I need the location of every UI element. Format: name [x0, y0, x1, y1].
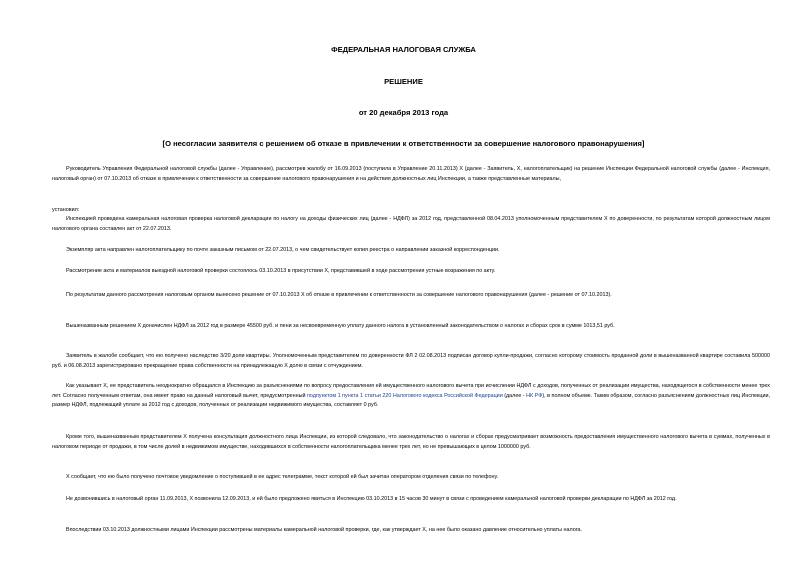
paragraph-assessment: Вышеназванным решением Х доначислен НДФЛ за 2012 год в размере 45500 руб. и пени за несвоевременную уплату данного налога в установленный законодательством о налогах и сборах срок в сумме 1013,51 руб.	[66, 323, 615, 329]
paragraph-established: установил:	[52, 207, 80, 213]
paragraph-pressure: Впоследствии 03.10.2013 должностными лицами Инспекции рассмотрены материалы камеральной налоговой проверки, где, как утверждает Х, на нее было оказано давление относительно уплаты налога.	[66, 527, 583, 533]
clarifications-text-b: (далее -	[502, 392, 527, 399]
paragraph-clarifications	[52, 382, 770, 411]
clarifications-text-c: ), в полном объеме. Таким образом, согласно разъяснениям должностных лиц Инспекции, размер НДФЛ, подлежащий уплате за 2012 год с доходов, полученных от реализации недвижимого имущества, составляет 0 руб.	[52, 392, 770, 409]
paragraph-consultation: Кроме того, вышеназванным представителем Х получена консультация должностного лица Инспекции, из которой следовало, что законодательство о налогах и сборах предусматривает возможность предоставления имущественного налогового вычета в суммах, полученных в налоговом периоде от продажи, в том числе долей в недвижимом имуществе, находившихся в собственности налогоплательщика менее трех лет, но не превышающих в целом 1000000 руб.	[52, 434, 770, 450]
clarifications-text-a: Как указывает Х, ее представитель неоднократно обращался в Инспекцию за разъяснениями по вопросу предоставления ей имущественного налогового вычета при исчислении НДФЛ с доходов, полученных от реализации имущества, находящегося в собственности менее трех лет. Согласно полученным ответам, она имеет право на данный налоговый вычет, предусмотренный	[52, 383, 770, 399]
paragraph-act-sent: Экземпляр акта направлен налогоплательщику по почте заказным письмом от 22.07.2013, о чем свидетельствует копия реестра о направлении заказной корреспонденции.	[66, 247, 500, 253]
paragraph-telegram: Х сообщает, что ею было получено почтовое уведомление о поступившей в ее адрес телеграмме, текст которой ей был зачитан оператором отделения связи по телефону.	[66, 474, 499, 480]
document-date: от 20 декабря 2013 года	[358, 108, 449, 117]
document-subject: [О несогласии заявителя с решением об отказе в привлечении к ответственности за совершение налогового правонарушения]	[162, 139, 645, 148]
document-type: РЕШЕНИЕ	[384, 77, 423, 86]
paragraph-decision: По результатам данного рассмотрения налоговым органом вынесено решение от 07.10.2013 Х об отказе в привлечении к ответственности за совершение налогового правонарушения (далее - решение от 07.10.2013).	[66, 292, 612, 298]
paragraph-review: Рассмотрение акта и материалов выездной налоговой проверки состоялось 03.10.2013 в присутствии Х, представившей в ходе рассмотрения устные возражения по акту.	[66, 268, 496, 274]
tax-code-abbr-link[interactable]: НК РФ	[526, 392, 543, 399]
paragraph-inheritance: Заявитель в жалобе сообщает, что ею получено наследство 3/20 доли квартиры. Уполномоченным представителем по доверенности ФЛ 2 02.08.2013 подписан договор купли-продажи, согласно которому стоимость проданной доли в вышеназванной квартире составила 500000 руб. и 06.08.2013 зарегистрировано прекращение права собственности на принадлежащую Х долю в связи с отчуждением.	[52, 353, 770, 369]
tax-code-article-link[interactable]: подпунктом 1 пункта 1 статьи 220 Налогового кодекса Российской Федерации	[307, 392, 503, 399]
paragraph-intro: Руководитель Управления Федеральной налоговой службы (далее - Управление), рассмотрев жалобу от 16.09.2013 (поступила в Управление 20.11.2013) Х (далее - Заявитель, Х, налогоплательщик) на решение Инспекции Федеральной налоговой службы (далее - Инспекция, налоговый орган) от 07.10.2013 об отказе в привлечении к ответственности за совершение налогового правонарушения и на действия должностных лиц Инспекции, а также представленные материалы,	[52, 166, 770, 182]
paragraph-phone-call: Не дозвонившись в налоговый орган 11.09.2013, Х позвонила 12.09.2013, и ей было предложено явиться в Инспекцию 03.10.2013 в 15 часов 30 минут в связи с проведением камеральной налоговой проверки декларации по НДФЛ за 2012 год.	[66, 496, 677, 502]
agency-title: ФЕДЕРАЛЬНАЯ НАЛОГОВАЯ СЛУЖБА	[331, 45, 476, 54]
paragraph-audit: Инспекцией проведена камеральная налоговая проверка налоговой декларации по налогу на доходы физических лиц (далее - НДФЛ) за 2012 год, представленной 08.04.2013 уполномоченным представителем Х по доверенности, по результатам которой должностным лицом налогового органа составлен акт от 22.07.2013.	[52, 216, 770, 232]
